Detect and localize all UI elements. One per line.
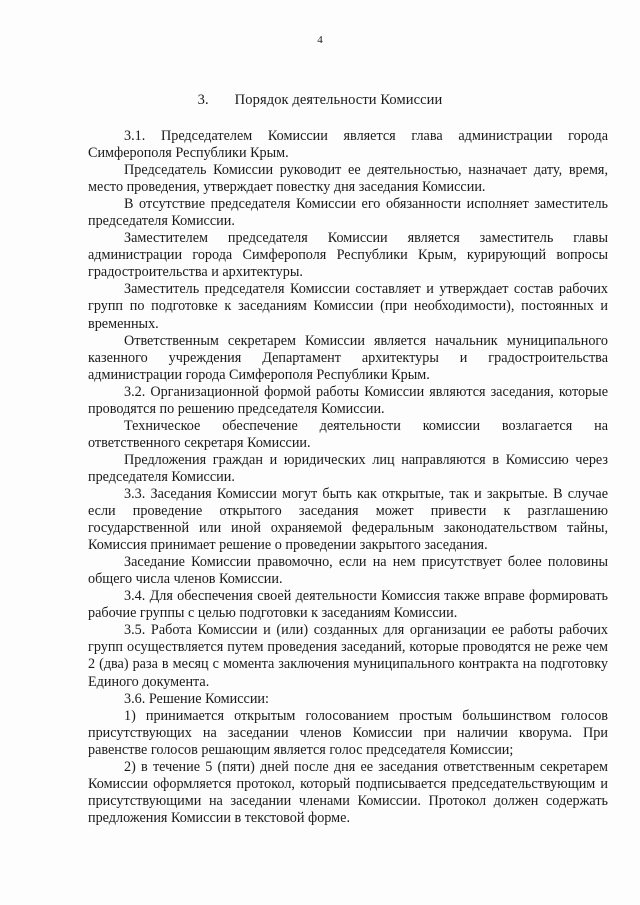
document-body — [88, 128, 608, 827]
paragraph: 3.4. Для обеспечения своей деятельности Комиссия также вправе формировать рабочие группы с целью подготовки к заседаниям Комиссии. — [88, 588, 608, 622]
paragraph: 1) принимается открытым голосованием простым большинством голосов присутствующих на заседании членов Комиссии при наличии кворума. При равенстве голосов решающим является голос председателя Комиссии; — [88, 707, 608, 758]
paragraph: 3.5. Работа Комиссии и (или) созданных для организации ее работы рабочих групп осуществляется путем проведения заседаний, которые проводятся не реже чем 2 (два) раза в месяц с момента заключения муниципального контракта на подготовку Единого документа. — [88, 622, 608, 690]
paragraph: Ответственным секретарем Комиссии является начальник муниципального казенного учреждения Департамент архитектуры и градостроительства администрации города Симферополя Республики Крым. — [88, 332, 608, 383]
page-number: 4 — [317, 34, 323, 46]
paragraph: Техническое обеспечение деятельности комиссии возлагается на ответственного секретаря Комиссии. — [88, 417, 608, 451]
paragraph: Председатель Комиссии руководит ее деятельностью, назначает дату, время, место проведения, утверждает повестку дня заседания Комиссии. — [88, 162, 608, 196]
paragraph: 3.2. Организационной формой работы Комиссии являются заседания, которые проводятся по решению председателя Комиссии. — [88, 383, 608, 417]
paragraph: В отсутствие председателя Комиссии его обязанности исполняет заместитель председателя Комиссии. — [88, 196, 608, 230]
paragraph: 3.1. Председателем Комиссии является глава администрации города Симферополя Республики Крым. — [88, 128, 608, 162]
paragraph: 3.6. Решение Комиссии: — [124, 690, 269, 707]
section-heading — [0, 92, 640, 109]
section-title: Порядок деятельности Комиссии — [234, 92, 443, 108]
section-number: 3. — [197, 92, 209, 108]
paragraph: 2) в течение 5 (пяти) дней после дня ее заседания ответственным секретарем Комиссии оформляется протокол, который подписывается председательствующим и присутствующими на заседании членами Комиссии. Протокол должен содержать предложения Комиссии в текстовой форме. — [88, 758, 608, 826]
paragraph: Заместитель председателя Комиссии составляет и утверждает состав рабочих групп по подготовке к заседаниям Комиссии (при необходимости), постоянных и временных. — [88, 281, 608, 332]
paragraph: Заседание Комиссии правомочно, если на нем присутствует более половины общего числа членов Комиссии. — [88, 554, 608, 588]
paragraph: Заместителем председателя Комиссии является заместитель главы администрации города Симферополя Республики Крым, курирующий вопросы градостроительства и архитектуры. — [88, 230, 608, 281]
paragraph: 3.3. Заседания Комиссии могут быть как открытые, так и закрытые. В случае если проведение открытого заседания может привести к разглашению государственной или иной охраняемой федеральным законодательством тайны, Комиссия принимает решение о проведении закрытого заседания. — [88, 485, 608, 554]
paragraph: Предложения граждан и юридических лиц направляются в Комиссию через председателя Комиссии. — [88, 451, 608, 485]
